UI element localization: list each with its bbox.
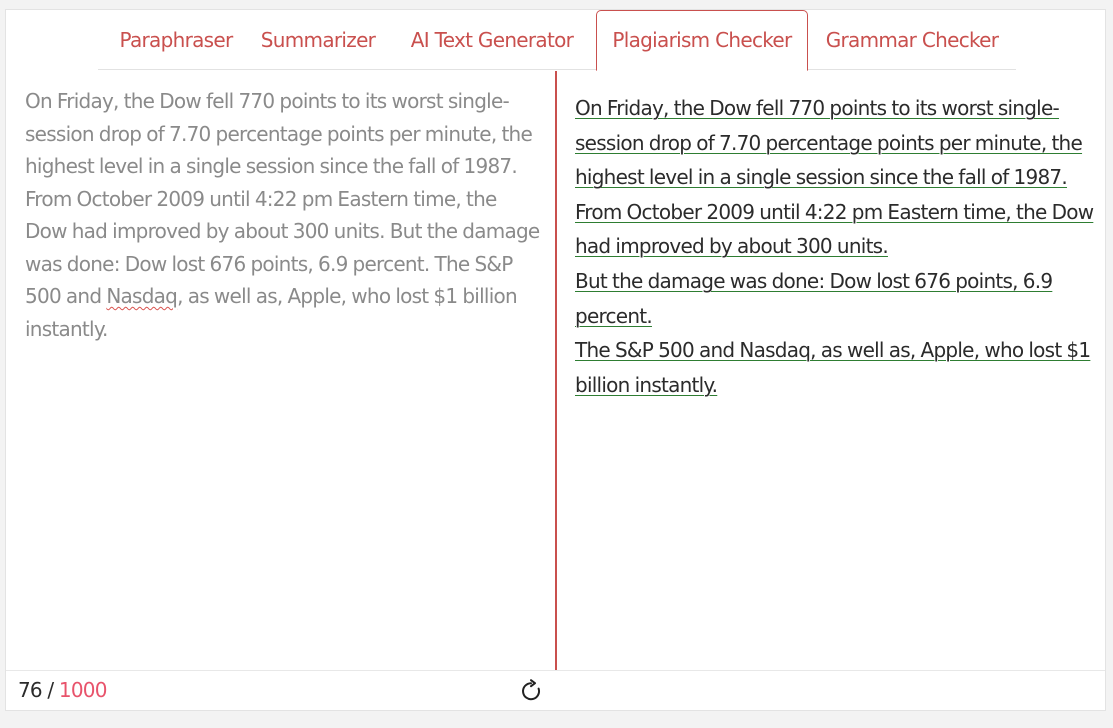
tool-panel <box>5 9 1106 711</box>
result-sentence[interactable]: But the damage was done: Dow lost 676 points, 6.9 percent. <box>575 268 1053 328</box>
input-text-before-flag: On Friday, the Dow fell 770 points to its worst single-session drop of 7.70 percentage points per minute, the highest level in a single session since the fall of 1987. From October 2009 until 4:22 pm Eastern time, the Dow had improved by about 300 units. But the damage was done: Dow lost 676 points, 6.9 percent. The S&P 500 and <box>25 89 540 308</box>
tab-summarizer[interactable]: Summarizer <box>260 28 376 52</box>
tab-grammar-checker[interactable]: Grammar Checker <box>825 28 999 52</box>
spelling-flag[interactable]: Nasdaq <box>106 284 178 308</box>
tab-ai-text-generator[interactable]: AI Text Generator <box>410 28 574 52</box>
footer-bar <box>6 670 1105 710</box>
result-sentence[interactable]: The S&P 500 and Nasdaq, as well as, Apple, who lost $1 billion instantly. <box>575 338 1091 397</box>
word-count-separator: / <box>41 678 59 702</box>
tab-bar <box>98 10 1016 70</box>
word-counter <box>18 671 107 710</box>
result-sentence[interactable]: On Friday, the Dow fell 770 points to its worst single-session drop of 7.70 percentage points per minute, the highest level in a single session since the fall of 1987. <box>575 96 1083 190</box>
input-text-after-flag: , as well as, Apple, who lost $1 billion instantly. <box>25 284 517 341</box>
results-pane <box>557 71 1105 670</box>
input-text <box>25 85 541 345</box>
result-sentence[interactable]: From October 2009 until 4:22 pm Eastern time, the Dow had improved by about 300 units. <box>575 199 1094 259</box>
word-count: 76 <box>18 678 42 702</box>
results-text <box>575 91 1097 402</box>
refresh-icon[interactable] <box>519 679 543 703</box>
word-limit: 1000 <box>58 678 107 702</box>
tab-plagiarism-checker[interactable]: Plagiarism Checker <box>596 10 808 71</box>
input-text-area[interactable] <box>6 71 555 670</box>
tab-paraphraser[interactable]: Paraphraser <box>119 28 233 52</box>
